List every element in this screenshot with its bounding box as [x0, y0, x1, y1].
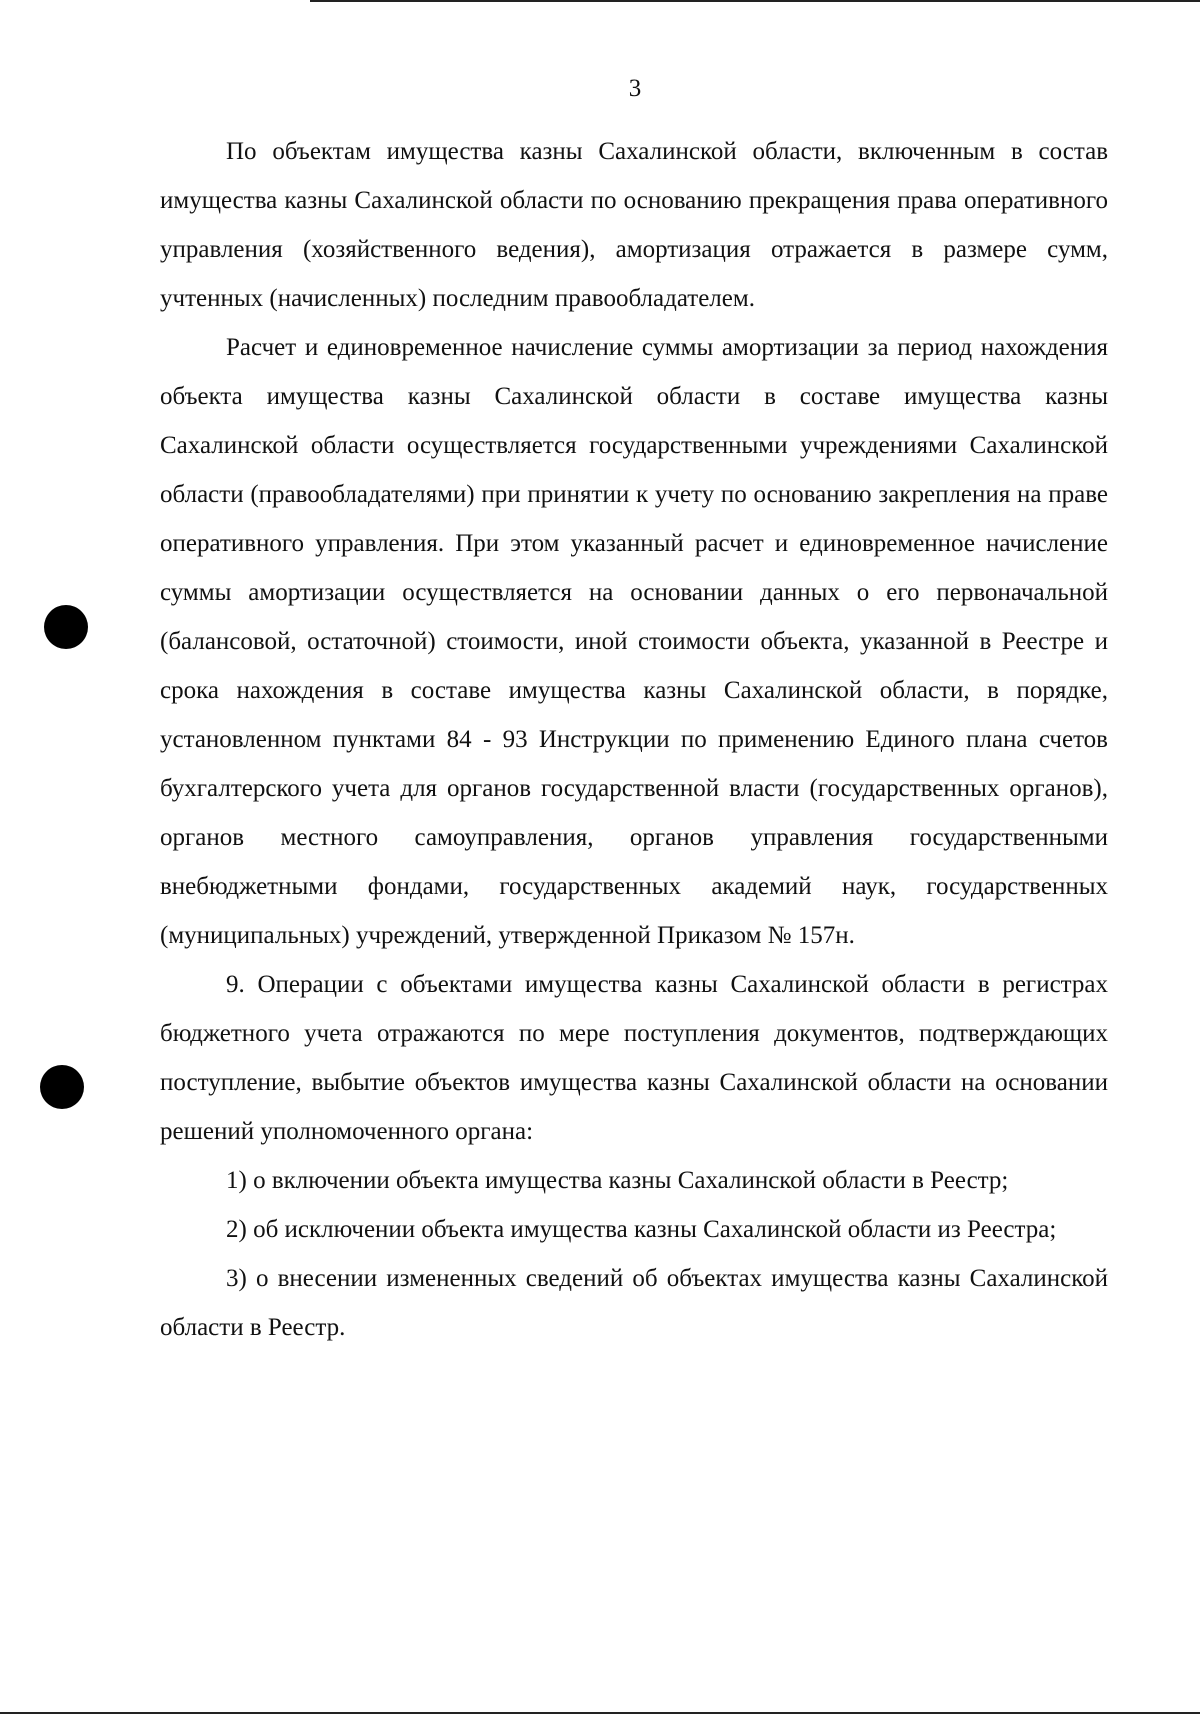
document-body — [160, 127, 1108, 1352]
top-edge-line — [310, 0, 1200, 2]
paragraph-item-9: 9. Операции с объектами имущества казны Сахалинской области в регистрах бюджетного учета отражаются по мере поступления документов, подтверждающих поступление, выбытие объектов имущества казны Сахалинской области на основании решений уполномоченного органа: — [160, 971, 1108, 1145]
list-item-2: 2) об исключении объекта имущества казны Сахалинской области из Реестра; — [226, 1216, 1057, 1243]
paragraph-depreciation-calculation: Расчет и единовременное начисление суммы амортизации за период нахождения объекта имущества казны Сахалинской области в составе имущества казны Сахалинской области осуществляется государственными учреждениями Сахалинской области (правообладателями) при принятии к учету по основанию закрепления на праве оперативного управления. При этом указанный расчет и единовременное начисление суммы амортизации осуществляется на основании данных о его первоначальной (балансовой, остаточной) стоимости, иной стоимости объекта, указанной в Реестре и срока нахождения в составе имущества казны Сахалинской области, в порядке, установленном пунктами 84 - 93 Инструкции по применению Единого плана счетов бухгалтерского учета для органов государственной власти (государственных органов), органов местного самоуправления, органов управления государственными внебюджетными фондами, государственных академий наук, государственных (муниципальных) учреждений, утвержденной Приказом № 157н. — [160, 334, 1108, 949]
page-number: 3 — [628, 75, 642, 102]
punch-hole-mark — [40, 1065, 84, 1109]
list-item-3: 3) о внесении измененных сведений об объектах имущества казны Сахалинской области в Реестр. — [160, 1265, 1108, 1341]
punch-hole-mark — [44, 605, 88, 649]
list-item-1: 1) о включении объекта имущества казны Сахалинской области в Реестр; — [226, 1167, 1009, 1194]
paragraph-depreciation-transfer: По объектам имущества казны Сахалинской области, включенным в состав имущества казны Сахалинской области по основанию прекращения права оперативного управления (хозяйственного ведения), амортизация отражается в размере сумм, учтенных (начисленных) последним правообладателем. — [160, 138, 1108, 312]
bottom-edge-line — [0, 1712, 1200, 1714]
